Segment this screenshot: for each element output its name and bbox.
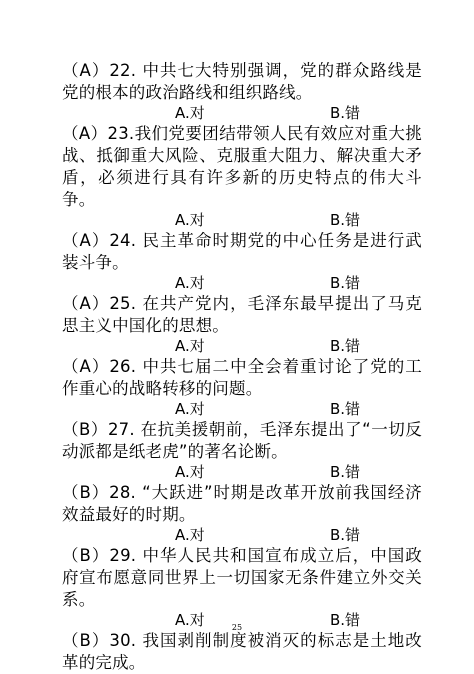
question-24	[62, 230, 422, 293]
page-number: 25	[231, 623, 243, 632]
option-a-true: A.对	[175, 104, 205, 122]
option-a-true: A.对	[175, 400, 205, 418]
option-a-true: A.对	[175, 463, 205, 481]
option-b-false: B.错	[330, 611, 361, 629]
question-25	[62, 293, 422, 356]
answer-options	[62, 211, 422, 230]
question-28	[62, 482, 422, 545]
option-b-false: B.错	[330, 337, 361, 355]
question-text: （A）22. 中共七大特别强调，党的群众路线是党的根本的政治路线和组织路线。	[62, 61, 422, 102]
option-b-false: B.错	[330, 104, 361, 122]
option-a-true: A.对	[175, 337, 205, 355]
question-30	[62, 630, 422, 674]
question-text: （A）25. 在共产党内，毛泽东最早提出了马克思主义中国化的思想。	[62, 294, 422, 335]
answer-options	[62, 274, 422, 293]
option-a-true: A.对	[175, 211, 205, 229]
answer-options	[62, 337, 422, 356]
question-29	[62, 545, 422, 630]
question-text: （B）30. 我国剥削制度被消灭的标志是土地改革的完成。	[62, 631, 422, 672]
answer-options	[62, 463, 422, 482]
answer-options	[62, 526, 422, 545]
answer-options	[62, 104, 422, 123]
option-b-false: B.错	[330, 400, 361, 418]
option-b-false: B.错	[330, 211, 361, 229]
question-26	[62, 356, 422, 419]
option-b-false: B.错	[330, 463, 361, 481]
question-23	[62, 123, 422, 230]
question-list	[62, 60, 422, 674]
option-a-true: A.对	[175, 611, 205, 629]
option-b-false: B.错	[330, 526, 361, 544]
question-text: （A）23.我们党要团结带领人民有效应对重大挑战、抵御重大风险、克服重大阻力、解决重大矛盾，必须进行具有许多新的历史特点的伟大斗争。	[62, 124, 422, 209]
option-a-true: A.对	[175, 274, 205, 292]
question-22	[62, 60, 422, 123]
question-text: （A）24. 民主革命时期党的中心任务是进行武装斗争。	[62, 231, 422, 272]
answer-options	[62, 400, 422, 419]
question-text: （A）26. 中共七届二中全会着重讨论了党的工作重心的战略转移的问题。	[62, 357, 422, 398]
question-text: （B）28. “大跃进”时期是改革开放前我国经济效益最好的时期。	[62, 483, 422, 524]
question-27	[62, 419, 422, 482]
question-text: （B）29. 中华人民共和国宣布成立后，中国政府宣布愿意同世界上一切国家无条件建立外交关系。	[62, 546, 422, 609]
question-text: （B）27. 在抗美援朝前，毛泽东提出了“一切反动派都是纸老虎”的著名论断。	[62, 420, 422, 461]
option-a-true: A.对	[175, 526, 205, 544]
option-b-false: B.错	[330, 274, 361, 292]
